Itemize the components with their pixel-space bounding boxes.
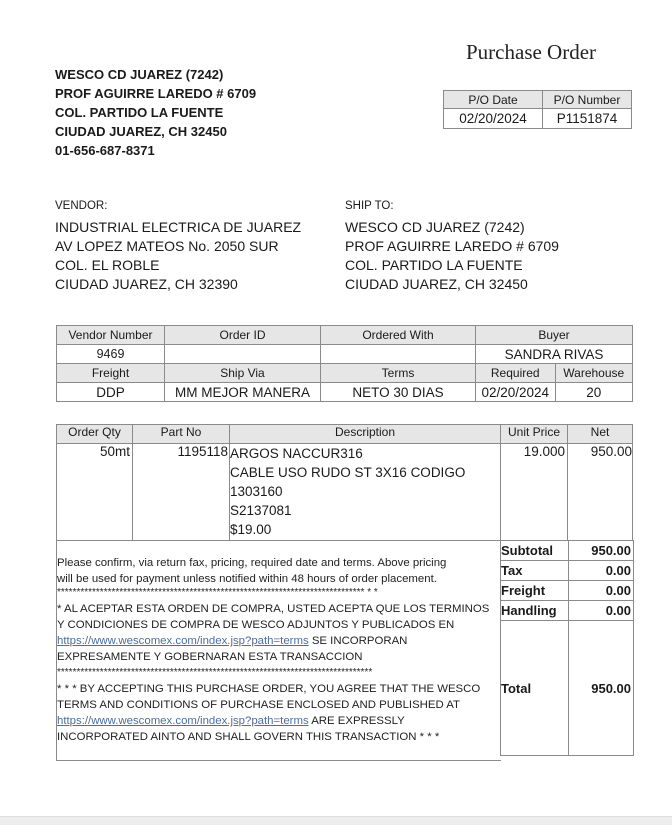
english-terms-line-1: * * * BY ACCEPTING THIS PURCHASE ORDER, YOU AGREE THAT THE WESCO	[57, 683, 481, 695]
required-value: 02/20/2024	[476, 383, 556, 402]
ship-to-street: PROF AGUIRRE LAREDO # 6709	[345, 238, 559, 254]
buyer-header: Buyer	[476, 326, 633, 345]
terms-notice-block	[56, 540, 501, 761]
english-terms-line-2: TERMS AND CONDITIONS OF PURCHASE ENCLOSED AND PUBLISHED AT	[57, 699, 460, 711]
ship-via-value: MM MEJOR MANERA	[165, 383, 321, 402]
table-row	[57, 444, 633, 541]
spanish-terms-line-4: EXPRESAMENTE Y GOBERNARAN ESTA TRANSACCION	[57, 651, 363, 663]
item-unit-price: 19.000	[501, 444, 568, 541]
freight-header: Freight	[57, 364, 165, 383]
english-terms-line-3	[57, 713, 405, 729]
unit-price-header: Unit Price	[501, 425, 568, 444]
english-terms-line-4: INCORPORATED AINTO AND SHALL GOVERN THIS TRANSACTION * * *	[57, 731, 440, 743]
confirm-text-line-1: Please confirm, via return fax, pricing, required date and terms. Above pricing	[57, 557, 447, 569]
po-number-header: P/O Number	[543, 91, 632, 109]
terms-value: NETO 30 DIAS	[321, 383, 476, 402]
vendor-address-block	[55, 197, 301, 294]
description-header: Description	[230, 425, 501, 444]
company-name: WESCO CD JUAREZ (7242)	[55, 67, 224, 82]
buyer-value: SANDRA RIVAS	[476, 345, 633, 364]
english-terms-suffix: ARE EXPRESSLY	[308, 715, 405, 727]
warehouse-header: Warehouse	[555, 364, 633, 383]
description-line: CABLE USO RUDO ST 3X16 CODIGO	[230, 465, 466, 480]
part-no-header: Part No	[133, 425, 230, 444]
separator-stars: *********************************************************************************	[57, 667, 373, 678]
description-line: ARGOS NACCUR316	[230, 446, 363, 461]
po-date-value: 02/20/2024	[444, 109, 543, 129]
tax-value: 0.00	[569, 561, 634, 581]
company-colony: COL. PARTIDO LA FUENTE	[55, 105, 224, 120]
ship-to-name: WESCO CD JUAREZ (7242)	[345, 219, 525, 235]
company-street: PROF AGUIRRE LAREDO # 6709	[55, 86, 257, 101]
po-number-value: P1151874	[543, 109, 632, 129]
description-line: $19.00	[230, 522, 272, 537]
po-date-number-table	[443, 90, 632, 129]
order-id-value	[165, 345, 321, 364]
subtotal-value: 950.00	[569, 541, 634, 561]
document-title: Purchase Order	[466, 40, 597, 64]
item-qty: 50mt	[57, 444, 133, 541]
spanish-terms-suffix: SE INCORPORAN	[308, 635, 408, 647]
ship-to-address-block	[345, 197, 559, 294]
separator-stars: ******************************************************************************* * *	[57, 587, 378, 598]
tax-label: Tax	[501, 561, 569, 581]
ship-to-city: CIUDAD JUAREZ, CH 32450	[345, 276, 528, 292]
item-description	[230, 444, 501, 541]
spanish-terms-line-1: * AL ACEPTAR ESTA ORDEN DE COMPRA, USTED ACEPTA QUE LOS TERMINOS	[57, 603, 490, 615]
net-header: Net	[568, 425, 633, 444]
terms-link[interactable]: https://www.wescomex.com/index.jsp?path=terms	[57, 715, 309, 727]
ship-to-label: SHIP TO:	[345, 200, 394, 212]
company-address-block	[55, 65, 256, 160]
freight-label: Freight	[501, 581, 569, 601]
total-label: Total	[501, 621, 569, 756]
order-qty-header: Order Qty	[57, 425, 133, 444]
ordered-with-value	[321, 345, 476, 364]
warehouse-value: 20	[555, 383, 633, 402]
confirm-text-line-2: will be used for payment unless notified within 48 hours of order placement.	[57, 573, 437, 585]
order-info-table	[56, 325, 633, 402]
company-phone: 01-656-687-8371	[55, 143, 155, 158]
ship-to-colony: COL. PARTIDO LA FUENTE	[345, 257, 523, 273]
description-line: S2137081	[230, 503, 292, 518]
company-city: CIUDAD JUAREZ, CH 32450	[55, 124, 227, 139]
po-date-header: P/O Date	[444, 91, 543, 109]
vendor-street: AV LOPEZ MATEOS No. 2050 SUR	[55, 238, 279, 254]
handling-value: 0.00	[569, 601, 634, 621]
vendor-city: CIUDAD JUAREZ, CH 32390	[55, 276, 238, 292]
vendor-name: INDUSTRIAL ELECTRICA DE JUAREZ	[55, 219, 302, 235]
description-line: 1303160	[230, 484, 283, 499]
terms-header: Terms	[321, 364, 476, 383]
freight-value: DDP	[57, 383, 165, 402]
vendor-label: VENDOR:	[55, 200, 108, 212]
vendor-colony: COL. EL ROBLE	[55, 257, 160, 273]
line-items-table	[56, 424, 633, 541]
totals-table	[500, 540, 634, 756]
spanish-terms-line-2: Y CONDICIONES DE COMPRA DE WESCO ADJUNTOS Y PUBLICADOS EN	[57, 619, 455, 631]
vendor-number-header: Vendor Number	[57, 326, 165, 345]
item-part-no: 1195118	[133, 444, 230, 541]
vendor-number-value: 9469	[57, 345, 165, 364]
freight-total-value: 0.00	[569, 581, 634, 601]
total-value: 950.00	[569, 621, 634, 756]
handling-label: Handling	[501, 601, 569, 621]
order-id-header: Order ID	[165, 326, 321, 345]
ship-via-header: Ship Via	[165, 364, 321, 383]
spanish-terms-line-3	[57, 633, 407, 649]
item-net: 950.00	[568, 444, 633, 541]
subtotal-label: Subtotal	[501, 541, 569, 561]
ordered-with-header: Ordered With	[321, 326, 476, 345]
required-header: Required	[476, 364, 556, 383]
terms-link[interactable]: https://www.wescomex.com/index.jsp?path=terms	[57, 635, 309, 647]
